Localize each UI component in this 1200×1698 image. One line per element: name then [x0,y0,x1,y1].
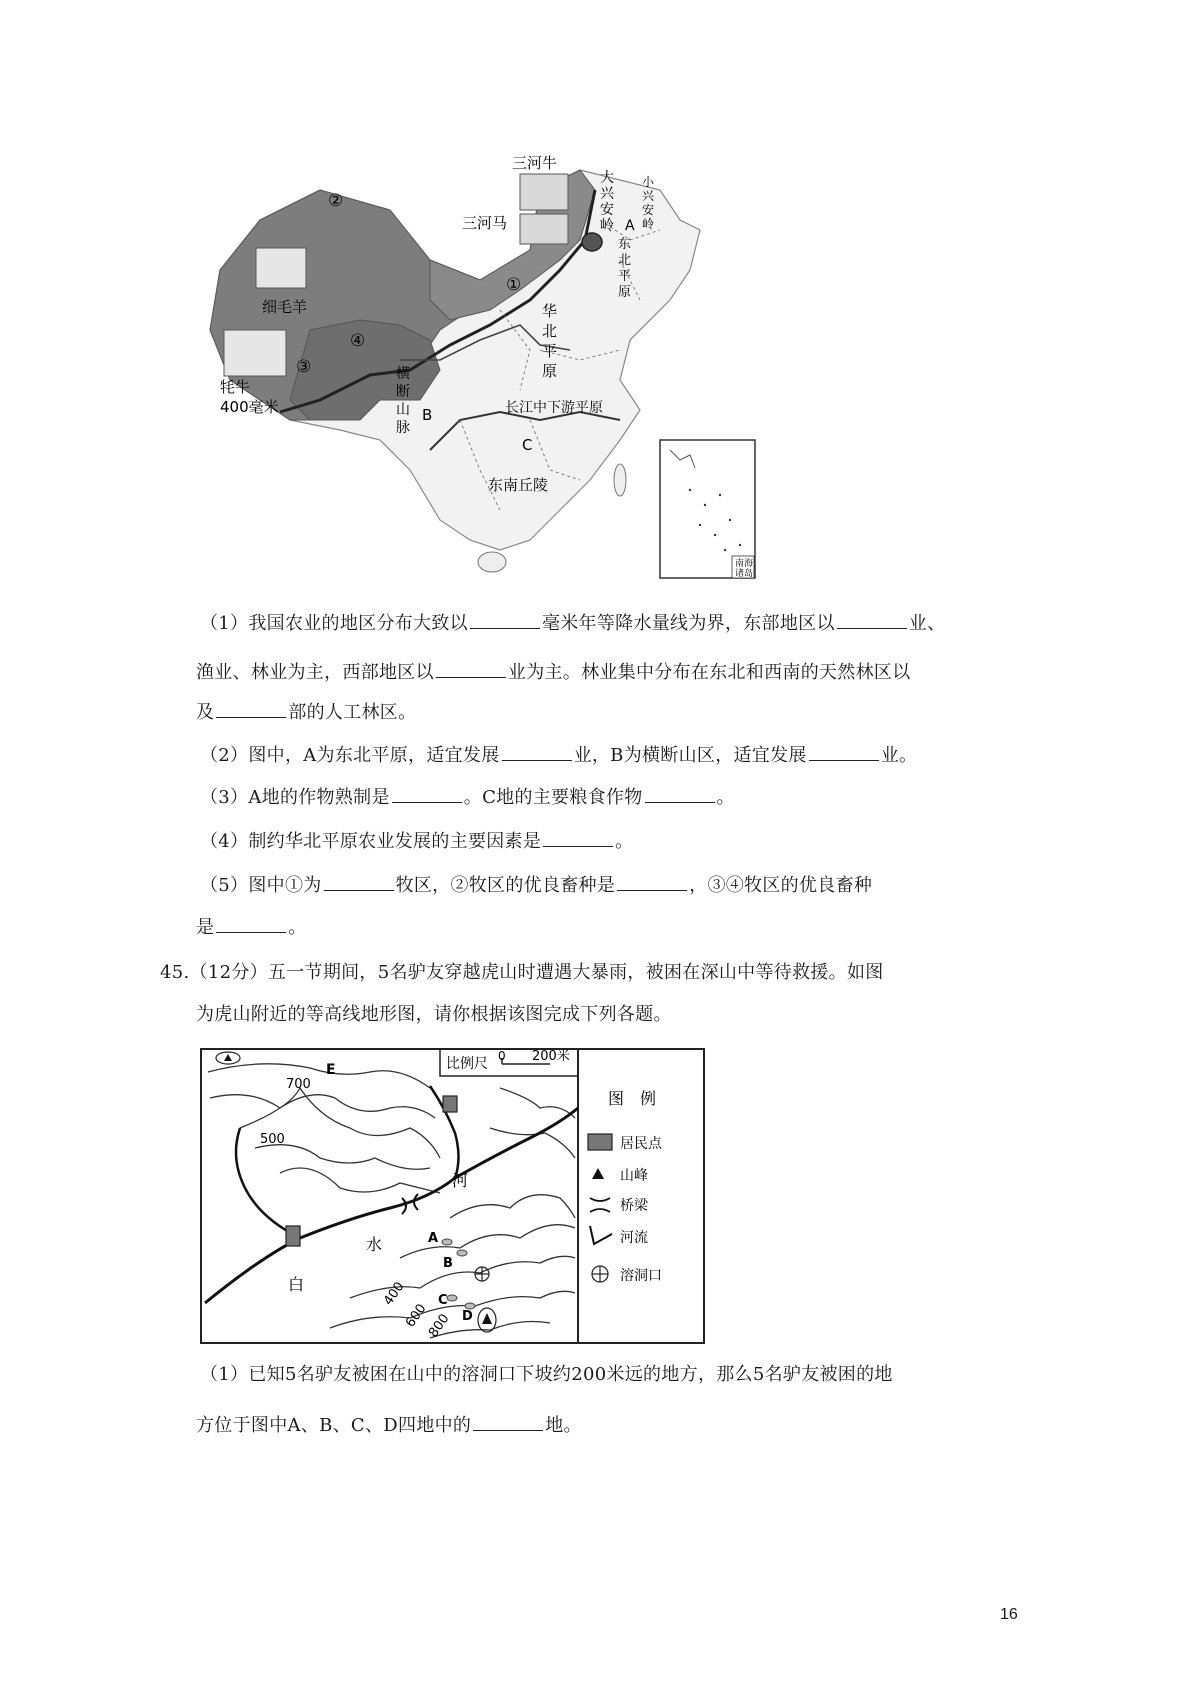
label-da-xing-an-ling [600,169,615,234]
answer-blank[interactable] [645,784,715,803]
q45-stem-line-2: 为虎山附近的等高线地形图，请你根据该图完成下列各题。 [196,1004,672,1025]
answer-blank[interactable] [436,659,506,678]
cave-entrance-marker [475,1267,489,1281]
label-changjiang-pingyuan: 长江中下游平原 [505,400,603,416]
legend-item-peak: 山峰 [620,1168,648,1184]
contour-label-500: 500 [260,1132,285,1147]
contour-label-600: 600 [402,1301,430,1331]
legend-item-river: 河流 [620,1230,648,1246]
legend-title: 图 例 [608,1089,657,1108]
label-circle-4: ④ [350,331,366,351]
point-a-marker [442,1239,452,1245]
taiwan-island [614,464,626,496]
point-b-marker [457,1250,467,1256]
answer-blank[interactable] [392,784,462,803]
contour-label-400: 400 [380,1279,408,1309]
label-a: A [625,218,635,234]
settlement-marker [443,1096,457,1112]
china-agriculture-map [200,150,820,590]
answer-blank[interactable] [502,742,572,761]
q44-line-8: 是 。 [196,914,996,940]
label-b: B [422,406,433,424]
label-sanhe-niu: 三河牛 [512,154,558,172]
xi-mao-yang-picture [256,248,306,288]
svg-text:东北平原: 东北平原 [618,237,632,300]
label-nanhai-zhudao [735,557,753,579]
answer-blank[interactable] [216,914,286,933]
q44-line-1: （1）我国农业的地区分布大致以 毫米年等降水量线为界，东部地区以 业、 [200,610,1000,636]
label-400mm: 400毫米 [220,398,279,416]
answer-blank[interactable] [809,742,879,761]
river-char-shui: 水 [366,1235,383,1254]
answer-blank[interactable] [543,828,613,847]
sanhe-niu-picture [520,174,568,210]
legend-cave-symbol [592,1266,608,1282]
point-c-marker [447,1295,457,1301]
point-label-b: B [443,1256,453,1271]
answer-blank[interactable] [324,872,394,891]
q44-line-5: （3）A地的作物熟制是 。C地的主要粮食作物 。 [200,784,1000,810]
river-char-bai: 白 [288,1275,305,1294]
svg-text:诸岛: 诸岛 [735,569,754,579]
q44-line-6: （4）制约华北平原农业发展的主要因素是 。 [200,828,1000,854]
label-xiao-xing-an-ling [642,175,655,231]
point-label-a: A [428,1231,439,1246]
river-char-he: 河 [452,1171,469,1190]
hainan-island [478,552,506,572]
answer-blank[interactable] [470,610,540,629]
svg-text:大兴安岭: 大兴安岭 [600,170,614,234]
scale-label: 比例尺 [446,1056,488,1072]
label-dongbei-pingyuan [618,237,631,300]
page-number: 16 [1000,1606,1018,1623]
label-circle-2: ② [328,191,344,211]
scale-value: 200米 [532,1049,570,1064]
answer-blank[interactable] [473,1412,543,1431]
label-c: C [522,436,533,454]
svg-text:横断山脉: 横断山脉 [396,366,410,436]
contour-label-700: 700 [286,1077,311,1092]
legend-item-cave: 溶洞口 [620,1268,662,1284]
settlement-marker [286,1226,300,1246]
svg-text:华北平原: 华北平原 [542,302,558,380]
q45-line-2: 方位于图中A、B、C、D四地中的 地。 [196,1412,996,1438]
sanhe-ma-picture [520,214,568,244]
q45-line-1: （1）已知5名驴友被困在山中的溶洞口下坡约200米远的地方，那么5名驴友被困的地 [200,1364,893,1385]
label-sanhe-ma: 三河马 [462,214,508,232]
mao-niu-picture [224,330,286,376]
label-dongnan-qiuling: 东南丘陵 [488,476,549,494]
legend-item-settlement: 居民点 [620,1136,662,1152]
q44-line-4: （2）图中，A为东北平原，适宜发展 业，B为横断山区，适宜发展 业。 [200,742,1000,768]
contour-label-800: 800 [425,1311,453,1341]
legend-settlement-symbol [588,1134,612,1150]
q44-line-2: 渔业、林业为主，西部地区以 业为主。林业集中分布在东北和西南的天然林区以 [196,659,996,685]
point-label-c: C [438,1293,448,1308]
legend-item-bridge: 桥梁 [620,1198,648,1214]
answer-blank[interactable] [837,610,907,629]
point-label-e: E [326,1062,336,1078]
q44-line-3: 及 部的人工林区。 [196,699,996,725]
label-xi-mao-yang: 细毛羊 [262,298,308,316]
q45-stem-line-1: 45.（12分）五一节期间，5名驴友穿越虎山时遭遇大暴雨，被困在深山中等待救援。如图 [160,962,884,983]
answer-blank[interactable] [216,699,286,718]
label-mao-niu: 牦牛 [220,378,251,396]
region-a-marker [582,233,602,251]
contour-map [200,1048,705,1344]
svg-text:南海: 南海 [735,559,754,569]
answer-blank[interactable] [617,872,687,891]
scale-zero: 0 [498,1049,506,1063]
svg-text:小兴安岭: 小兴安岭 [642,175,655,231]
label-circle-3: ③ [296,357,312,377]
label-circle-1: ① [506,275,522,295]
point-label-d: D [462,1309,473,1324]
q44-line-7: （5）图中①为 牧区，②牧区的优良畜种是 ，③④牧区的优良畜种 [200,872,1000,898]
